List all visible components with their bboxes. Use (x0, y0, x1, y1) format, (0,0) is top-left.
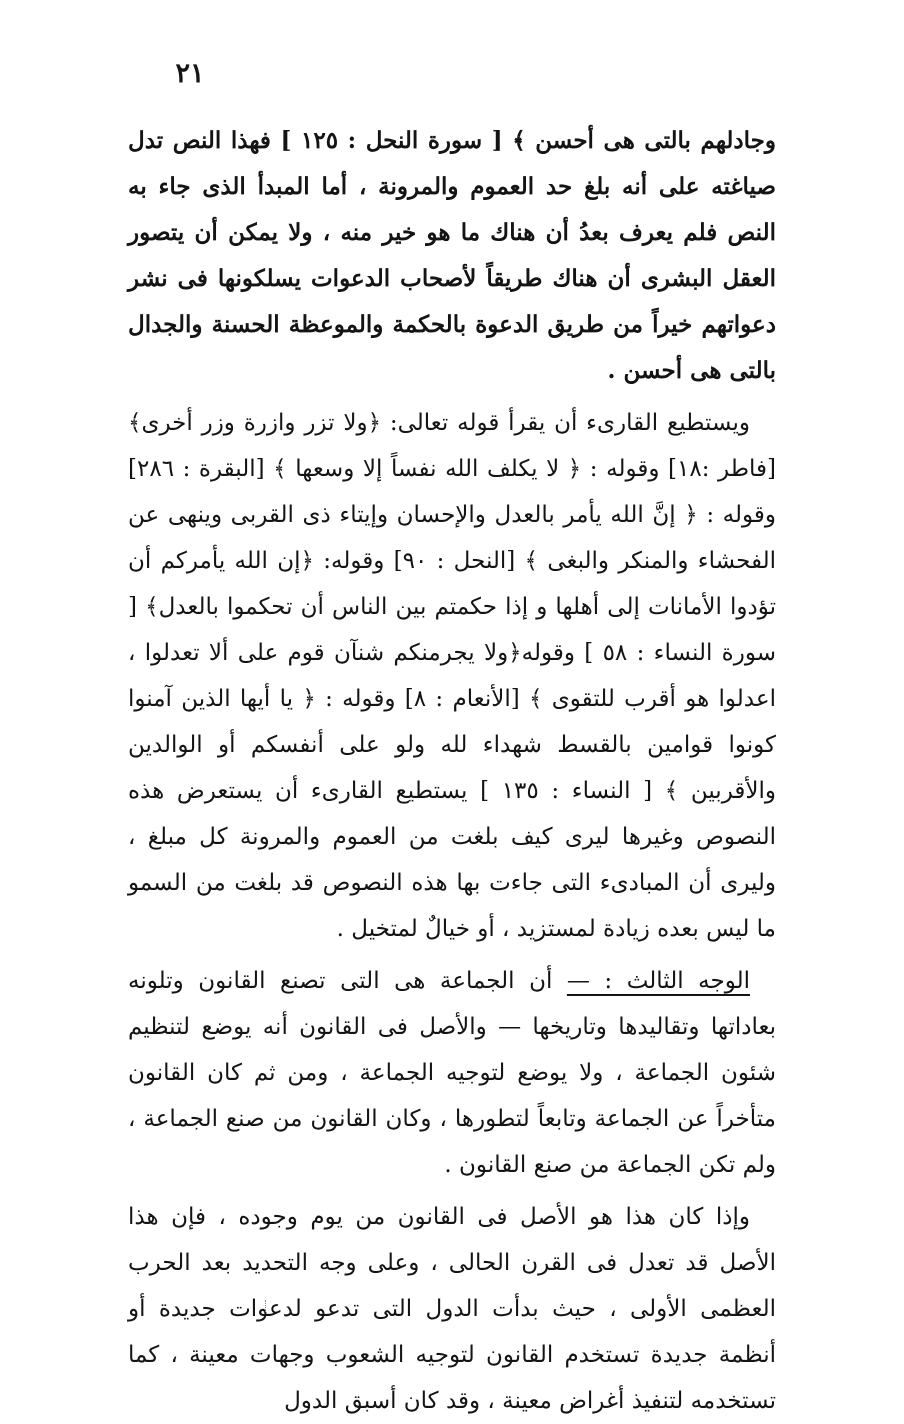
page-number: ٢١ (175, 58, 205, 89)
paragraph-4-text: وإذا كان هذا هو الأصل فى القانون من يوم وجوده ، فإن هذا الأصل قد تعدل فى القرن الحالى ، وعلى وجه التحديد بعد الحرب العظمى الأولى ، حيث بدأت الدول التى تدعو لدعوات جديدة أو أنظمة جديدة تستخدم القانون لتوجيه الشعوب وجهات معينة ، كما تستخدمه لتنفيذ أغراض معينة ، وقد كان أسبق الدول (128, 1204, 776, 1414)
paragraph-2 (128, 400, 776, 952)
paragraph-3-text: أن الجماعة هى التى تصنع القانون وتلونه بعاداتها وتقاليدها وتاريخها — والأصل فى القانون أنه يوضع لتنظيم شئون الجماعة ، ولا يوضع لتوجيه الجماعة ، ومن ثم كان القانون متأخراً عن الجماعة وتابعاً لتطورها ، وكان القانون من صنع الجماعة ، ولم تكن الجماعة من صنع القانون . (128, 968, 776, 1178)
paragraph-1-text: وجادلهم بالتى هى أحسن ﴾ [ سورة النحل : ١٢٥ ] فهذا النص تدل صياغته على أنه بلغ حد العموم والمرونة ، أما المبدأ الذى جاء به النص فلم يعرف بعدُ أن هناك ما هو خير منه ، ولا يمكن أن يتصور العقل البشرى أن هناك طريقاً لأصحاب الدعوات يسلكونها فى نشر دعواتهم خيراً من طريق الدعوة بالحكمة والموعظة الحسنة والجدال بالتى هى أحسن . (128, 127, 776, 384)
section-heading: الوجه الثالث : — (566, 968, 750, 994)
paragraph-1 (128, 118, 776, 394)
main-text (128, 118, 776, 1424)
paragraph-3 (128, 958, 776, 1188)
paragraph-2-text: ويستطيع القارىء أن يقرأ قوله تعالى: ﴿ولا تزر وازرة وزر أخرى﴾ [فاطر :١٨] وقوله : ﴿ لا يكلف الله نفساً إلا وسعها ﴾ [البقرة : ٢٨٦] وقوله : ﴿ إنَّ الله يأمر بالعدل والإحسان وإيتاء ذى القربى وينهى عن الفحشاء والمنكر والبغى ﴾ [النحل : ٩٠] وقوله: ﴿إن الله يأمركم أن تؤدوا الأمانات إلى أهلها و إذا حكمتم بين الناس أن تحكموا بالعدل﴾ [ سورة النساء : ٥٨ ] وقوله﴿ولا يجرمنكم شنآن قوم على ألا تعدلوا ، اعدلوا هو أقرب للتقوى ﴾ [الأنعام : ٨] وقوله : ﴿ يا أيها الذين آمنوا كونوا قوامين بالقسط شهداء لله ولو على أنفسكم أو الوالدين والأقربين ﴾ [ النساء : ١٣٥ ] يستطيع القارىء أن يستعرض هذه النصوص وغيرها ليرى كيف بلغت من العموم والمرونة كل مبلغ ، وليرى أن المبادىء التى جاءت بها هذه النصوص قد بلغت من السمو ما ليس بعده زيادة لمستزيد ، أو خيالٌ لمتخيل . (128, 410, 776, 942)
paragraph-4 (128, 1194, 776, 1424)
page-edge-mark (265, 1300, 268, 1312)
